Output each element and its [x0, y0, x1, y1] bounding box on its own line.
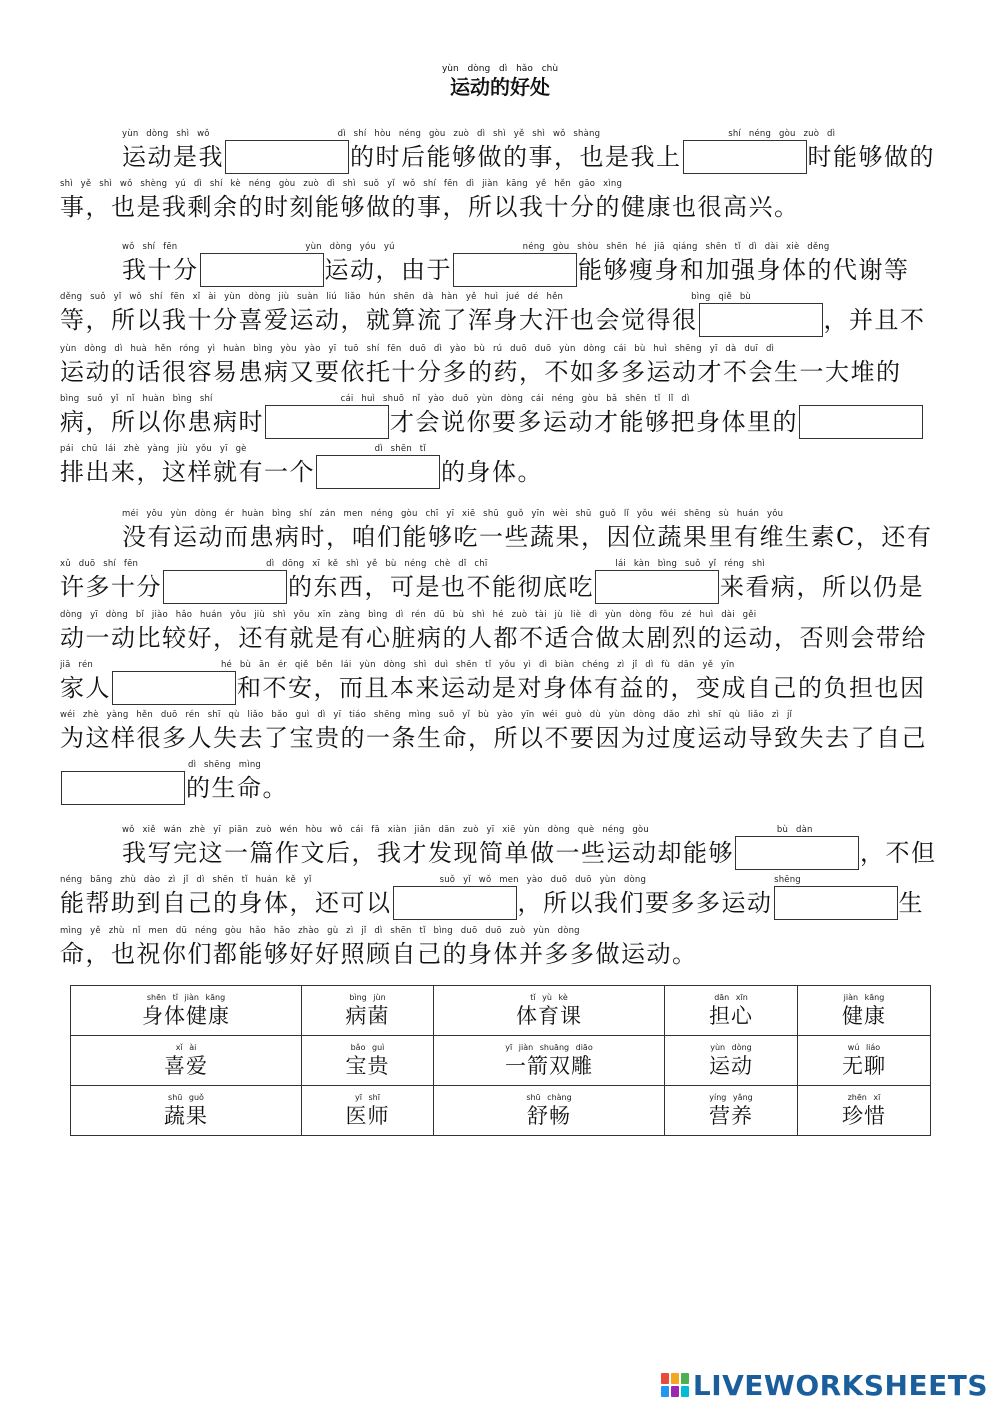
logo-text: LIVEWORKSHEETS — [692, 1368, 988, 1402]
answer-drop-box[interactable] — [774, 886, 898, 920]
essay-line — [60, 874, 940, 920]
word-bank-cell[interactable] — [71, 1086, 302, 1136]
word-pinyin: shēn tǐ jiàn kāng — [146, 992, 226, 1002]
word-pinyin: yī shī — [355, 1092, 380, 1102]
text-line — [60, 572, 940, 602]
pinyin-segment: pái chū lái zhè yàng jiù yǒu yī gè — [60, 444, 247, 454]
essay-line — [60, 241, 940, 287]
text-segment: 排出来，这样就有一个 — [60, 458, 315, 486]
word-option: 一箭双雕 — [505, 1053, 593, 1078]
word-bank-cell[interactable] — [434, 1086, 665, 1136]
word-bank-cell[interactable] — [302, 1086, 434, 1136]
logo-square — [671, 1386, 679, 1397]
essay-line — [60, 558, 940, 604]
pinyin-segment: bìng qiě bù — [691, 292, 752, 302]
pinyin-line — [60, 241, 940, 253]
text-line — [60, 192, 940, 222]
text-segment: 动一动比较好，还有就是有心脏病的人都不适合做太剧烈的运动，否则会带给 — [60, 624, 927, 652]
answer-drop-box[interactable] — [735, 836, 859, 870]
answer-drop-box[interactable] — [265, 405, 389, 439]
text-line — [60, 357, 940, 387]
word-bank-cell[interactable] — [665, 1086, 798, 1136]
word-pinyin: yùn dòng — [710, 1042, 752, 1052]
logo-square — [681, 1386, 689, 1397]
answer-drop-box[interactable] — [200, 253, 324, 287]
pinyin-line — [60, 709, 940, 721]
logo-square — [661, 1373, 669, 1384]
answer-drop-box[interactable] — [163, 570, 287, 604]
pinyin-segment: wǒ shí fēn — [122, 242, 178, 252]
essay-line — [60, 291, 940, 337]
text-segment: 时能够做的 — [807, 143, 935, 171]
word-pinyin: wú liáo — [847, 1042, 881, 1052]
text-segment: 和不安，而且本来运动是对身体有益的，变成自己的负担也因 — [237, 674, 926, 702]
word-option: 运动 — [709, 1053, 753, 1078]
pinyin-segment: cái huì shuō nǐ yào duō yùn dòng cái néng gòu bǎ shēn tǐ lǐ dì — [340, 394, 690, 404]
word-option: 体育课 — [516, 1003, 582, 1028]
text-segment: 事，也是我剩余的时刻能够做的事，所以我十分的健康也很高兴。 — [60, 193, 800, 221]
word-bank-row — [71, 1086, 931, 1136]
word-option: 营养 — [709, 1103, 753, 1128]
pinyin-line — [60, 824, 940, 836]
pinyin-segment: méi yǒu yùn dòng ér huàn bìng shí zán men néng gòu chī yī xiē shū guǒ yīn wèi shū guǒ lǐ yǒu wéi shēng sù huán yǒu — [122, 509, 784, 519]
word-pinyin: dān xīn — [714, 992, 748, 1002]
answer-drop-box[interactable] — [61, 771, 185, 805]
essay-line — [60, 128, 940, 174]
pinyin-segment: yùn dòng shì wǒ — [122, 129, 210, 139]
text-line — [60, 623, 940, 653]
word-pinyin: tǐ yù kè — [530, 992, 568, 1002]
essay-line — [60, 709, 940, 755]
word-option: 病菌 — [345, 1003, 390, 1028]
pinyin-segment: bìng suǒ yǐ nǐ huàn bìng shí — [60, 394, 213, 404]
text-segment: 我写完这一篇作文后，我才发现简单做一些运动却能够 — [122, 839, 734, 867]
pinyin-segment: děng suǒ yǐ wǒ shí fēn xǐ ài yùn dòng jiù suàn liú liǎo hún shēn dà hàn yě huì jué dé hěn — [60, 292, 564, 302]
text-segment: 许多十分 — [60, 573, 162, 601]
pinyin-segment: shēng — [774, 875, 801, 885]
text-line — [60, 723, 940, 753]
text-line — [60, 407, 940, 437]
text-segment: 的时后能够做的事，也是我上 — [350, 143, 682, 171]
pinyin-segment: dì dōng xī kě shì yě bù néng chè dǐ chī — [266, 559, 488, 569]
text-line — [60, 838, 940, 868]
text-segment: 运动是我 — [122, 143, 224, 171]
word-bank-cell[interactable] — [71, 986, 302, 1036]
answer-drop-box[interactable] — [699, 303, 823, 337]
pinyin-segment: yùn dòng yóu yú — [305, 242, 395, 252]
word-pinyin: xǐ ài — [175, 1042, 197, 1052]
essay-line — [60, 508, 940, 554]
pinyin-segment: dì shí hòu néng gòu zuò dì shì yě shì wǒ shàng — [337, 129, 601, 139]
text-segment: 为这样很多人失去了宝贵的一条生命，所以不要因为过度运动导致失去了自己 — [60, 724, 927, 752]
text-segment: 家人 — [60, 674, 111, 702]
text-segment: 运动，由于 — [324, 256, 452, 284]
text-line — [60, 255, 940, 285]
word-pinyin: bìng jùn — [349, 992, 386, 1002]
pinyin-segment: yùn dòng dì huà hěn róng yì huàn bìng yòu yào yī tuō shí fēn duō dì yào bù rú duō duō yùn dòng cái bù huì shēng yī dà duī dì — [60, 344, 775, 354]
word-option: 舒畅 — [527, 1103, 571, 1128]
word-pinyin: yíng yǎng — [709, 1092, 753, 1102]
logo-square — [681, 1373, 689, 1384]
text-line — [60, 939, 940, 969]
word-option: 健康 — [842, 1003, 886, 1028]
pinyin-segment: dòng yī dòng bǐ jiào hǎo huán yǒu jiù shì yǒu xīn zàng bìng dì rén dū bù shì hé zuò tài jù liè dì yùn dòng fǒu zé huì dài gěi — [60, 610, 757, 620]
essay-line — [60, 443, 940, 489]
word-bank-cell[interactable] — [798, 1086, 931, 1136]
text-segment: ，所以我们要多多运动 — [517, 889, 773, 917]
text-segment: 才会说你要多运动才能够把身体里的 — [390, 408, 798, 436]
title-pinyin: yùn dòng dì hǎo chù — [441, 64, 559, 74]
pinyin-line — [60, 508, 940, 520]
pinyin-line — [60, 443, 940, 455]
text-segment: 生 — [898, 889, 924, 917]
liveworksheets-logo — [661, 1368, 988, 1402]
text-segment: 没有运动而患病时，咱们能够吃一些蔬果，因位蔬果里有维生素C，还有 — [122, 523, 933, 551]
pinyin-line — [60, 558, 940, 570]
pinyin-line — [60, 609, 940, 621]
pinyin-line — [60, 291, 940, 303]
pinyin-line — [60, 343, 940, 355]
worksheet-header — [0, 64, 1000, 100]
word-bank-row — [71, 1036, 931, 1086]
pinyin-segment: jiā rén — [60, 660, 93, 670]
word-option: 蔬果 — [164, 1103, 208, 1128]
pinyin-segment: bù dàn — [776, 825, 813, 835]
pinyin-segment: lái kàn bìng suǒ yǐ réng shì — [615, 559, 765, 569]
word-pinyin: bǎo guì — [350, 1042, 385, 1052]
text-segment: 来看病，所以仍是 — [720, 573, 924, 601]
word-bank-cell[interactable] — [665, 986, 798, 1036]
word-pinyin: jiàn kāng — [843, 992, 885, 1002]
answer-drop-box[interactable] — [683, 140, 807, 174]
text-line — [60, 142, 940, 172]
word-option: 喜爱 — [164, 1053, 208, 1078]
word-bank-cell[interactable] — [302, 986, 434, 1036]
text-segment: 能帮助到自己的身体，还可以 — [60, 889, 392, 917]
word-bank-cell[interactable] — [434, 1036, 665, 1086]
answer-drop-box[interactable] — [225, 140, 349, 174]
pinyin-line — [60, 759, 940, 771]
pinyin-line — [60, 393, 940, 405]
word-option: 担心 — [709, 1003, 753, 1028]
essay-line — [60, 925, 940, 971]
text-segment: 的身体。 — [441, 458, 543, 486]
pinyin-line — [60, 128, 940, 140]
answer-drop-box[interactable] — [316, 455, 440, 489]
pinyin-line — [60, 874, 940, 886]
word-option: 宝贵 — [345, 1053, 390, 1078]
logo-mark-icon — [661, 1373, 689, 1397]
pinyin-segment: dì shēng mìng — [188, 760, 262, 770]
essay-line — [60, 178, 940, 224]
word-option: 医师 — [345, 1103, 390, 1128]
pinyin-segment: néng gòu shòu shēn hé jiā qiáng shēn tǐ dì dài xiè děng — [522, 242, 830, 252]
word-pinyin: yī jiàn shuāng diāo — [505, 1042, 593, 1052]
text-segment: 的东西，可是也不能彻底吃 — [288, 573, 594, 601]
text-segment: 能够瘦身和加强身体的代谢等 — [578, 256, 910, 284]
word-bank-cell[interactable] — [798, 1036, 931, 1086]
word-bank-cell[interactable] — [798, 986, 931, 1036]
text-segment: ，并且不 — [823, 306, 926, 334]
pinyin-segment: dì shēn tǐ — [374, 444, 426, 454]
logo-square — [671, 1373, 679, 1384]
word-pinyin: shū guǒ — [168, 1092, 204, 1102]
answer-drop-box[interactable] — [453, 253, 577, 287]
word-option: 身体健康 — [142, 1003, 230, 1028]
logo-square — [661, 1386, 669, 1397]
word-pinyin: shū chàng — [526, 1092, 572, 1102]
text-segment: 我十分 — [122, 256, 199, 284]
worksheet-title: 运动的好处 — [450, 75, 550, 99]
word-bank-cell[interactable] — [665, 1036, 798, 1086]
word-bank-cell[interactable] — [434, 986, 665, 1036]
answer-drop-box[interactable] — [799, 405, 923, 439]
pinyin-segment: wǒ xiě wán zhè yī piān zuò wén hòu wǒ cái fā xiàn jiǎn dān zuò yī xiē yùn dòng què néng gòu — [122, 825, 649, 835]
text-line — [60, 773, 940, 803]
pinyin-line — [60, 925, 940, 937]
essay-line — [60, 343, 940, 389]
pinyin-segment: wéi zhè yàng hěn duō rén shī qù liǎo bǎo guì dì yī tiáo shēng mìng suǒ yǐ bù yào yīn wéi guò dù yùn dòng dǎo zhì shī qù liǎo zì jǐ — [60, 710, 793, 720]
word-pinyin: zhēn xī — [847, 1092, 881, 1102]
word-bank-table — [70, 985, 931, 1136]
word-option: 珍惜 — [842, 1103, 886, 1128]
essay-line — [60, 659, 940, 705]
text-segment: 的生命。 — [186, 774, 288, 802]
text-segment: 命，也祝你们都能够好好照顾自己的身体并多多做运动。 — [60, 940, 698, 968]
text-line — [60, 522, 940, 552]
pinyin-segment: hé bù ān ér qiě běn lái yùn dòng shì duì shēn tǐ yǒu yì dì biàn chéng zì jǐ dì fù dān yě yīn — [220, 660, 735, 670]
pinyin-segment: xǔ duō shí fēn — [60, 559, 139, 569]
word-bank-row — [71, 986, 931, 1036]
word-option: 无聊 — [842, 1053, 886, 1078]
word-bank-cell[interactable] — [302, 1036, 434, 1086]
pinyin-segment: mìng yě zhù nǐ men dū néng gòu hǎo hǎo zhào gù zì jǐ dì shēn tǐ bìng duō duō zuò yùn dòng — [60, 926, 580, 936]
text-line — [60, 305, 940, 335]
pinyin-line — [60, 659, 940, 671]
pinyin-line — [60, 178, 940, 190]
text-segment: ，不但 — [860, 839, 937, 867]
pinyin-segment: néng bāng zhù dào zì jǐ dì shēn tǐ huán kě yǐ — [60, 875, 312, 885]
answer-drop-box[interactable] — [393, 886, 517, 920]
text-line — [60, 457, 940, 487]
answer-drop-box[interactable] — [595, 570, 719, 604]
text-line — [60, 673, 940, 703]
word-bank-cell[interactable] — [71, 1036, 302, 1086]
text-segment: 运动的话很容易患病又要依托十分多的药，不如多多运动才不会生一大堆的 — [60, 358, 902, 386]
text-segment: 等，所以我十分喜爱运动，就算流了浑身大汗也会觉得很 — [60, 306, 698, 334]
pinyin-segment: shí néng gòu zuò dì — [728, 129, 836, 139]
essay-line — [60, 609, 940, 655]
essay-line — [60, 393, 940, 439]
essay-line — [60, 759, 940, 805]
pinyin-segment: shì yě shì wǒ shèng yú dì shí kè néng gòu zuò dì shì suǒ yǐ wǒ shí fēn dì jiàn kāng yě hěn gāo xìng — [60, 179, 623, 189]
text-line — [60, 888, 940, 918]
pinyin-segment: suǒ yǐ wǒ men yào duō duō yùn dòng — [439, 875, 647, 885]
text-segment: 病，所以你患病时 — [60, 408, 264, 436]
answer-drop-box[interactable] — [112, 671, 236, 705]
essay-line — [60, 824, 940, 870]
